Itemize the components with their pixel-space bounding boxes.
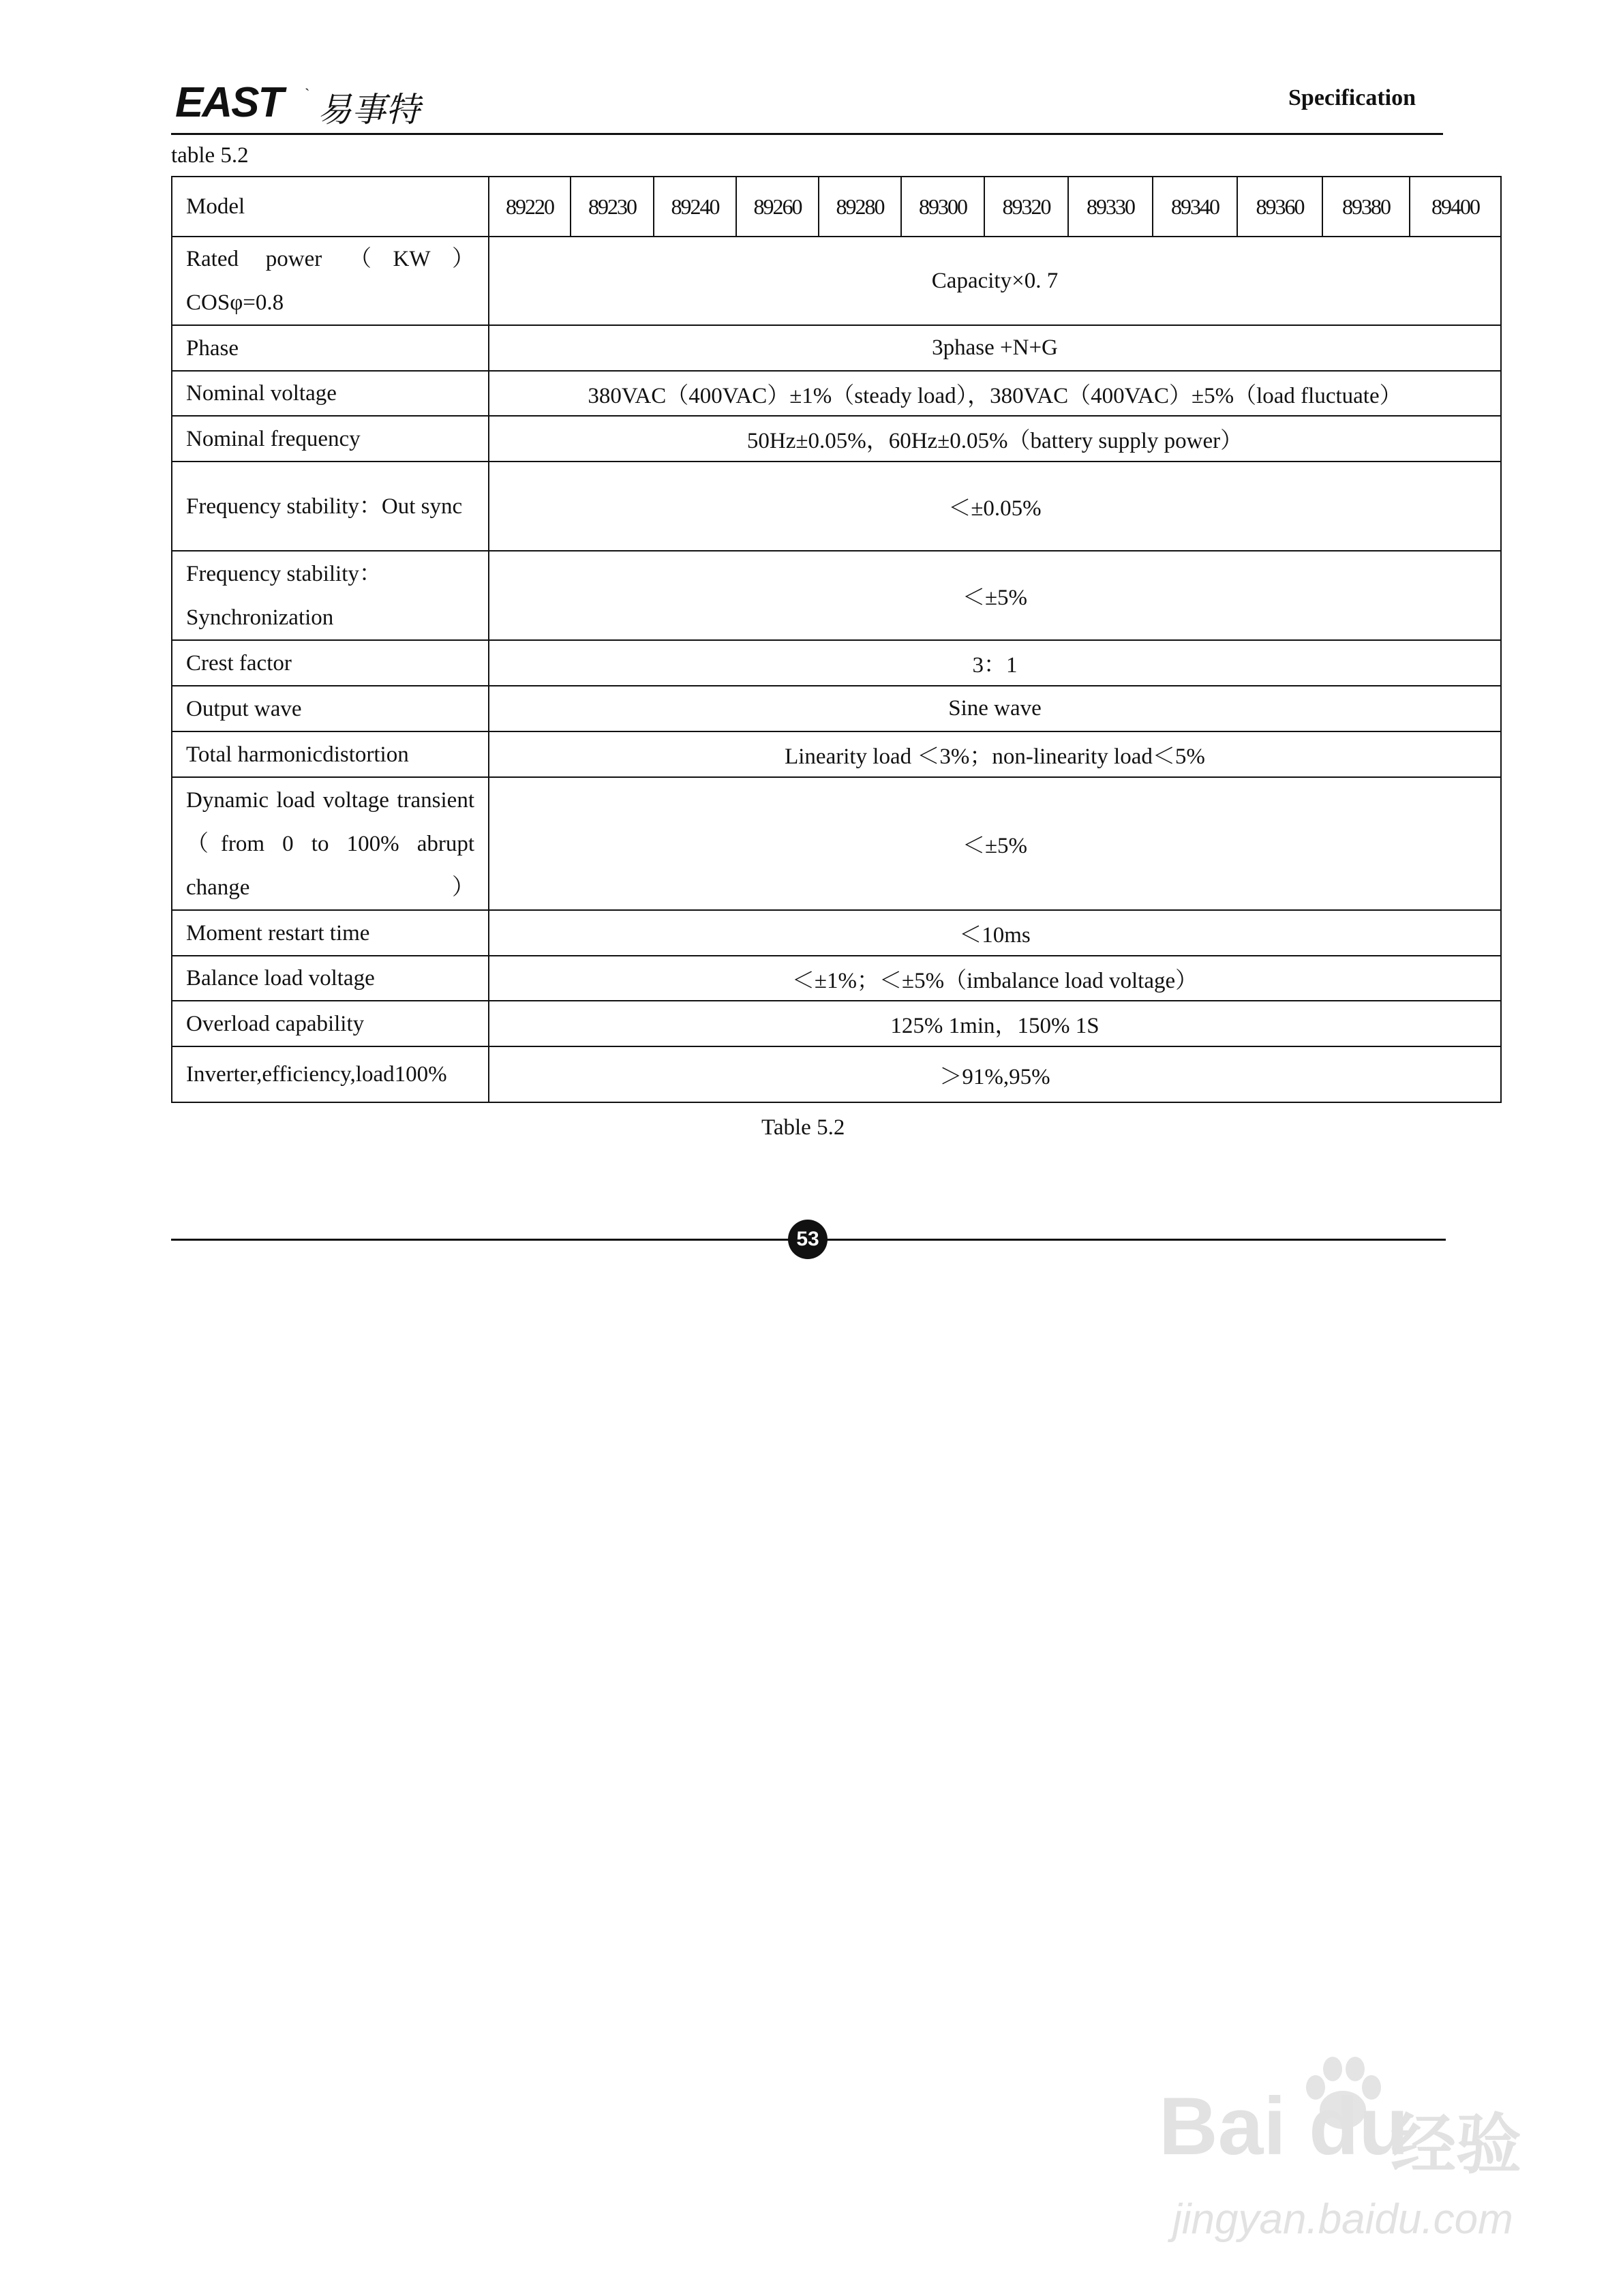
header-title: Specification: [1288, 85, 1416, 110]
row-label: Nominal voltage: [172, 371, 489, 416]
row-value: ＜±0.05%: [489, 462, 1501, 551]
table-row: [172, 686, 1501, 731]
row-label: Total harmonicdistortion: [172, 731, 489, 777]
row-value: Linearity load ＜3%；non-linearity load＜5%: [489, 731, 1501, 777]
table-row: [172, 1001, 1501, 1046]
table-row: [172, 416, 1501, 462]
row-value: 3phase +N+G: [489, 325, 1501, 371]
table-row: [172, 237, 1501, 325]
row-value: 50Hz±0.05%，60Hz±0.05%（battery supply power）: [489, 416, 1501, 462]
row-label: Rated power （KW）COSφ=0.8: [172, 237, 489, 325]
table-caption-top: table 5.2: [171, 143, 249, 168]
east-logo: EAST: [175, 79, 283, 126]
row-label: Output wave: [172, 686, 489, 731]
model-cell: 89320: [984, 177, 1068, 237]
table-row: [172, 462, 1501, 551]
baidu-watermark: [1159, 2052, 1541, 2270]
model-cell: 89220: [489, 177, 571, 237]
table-caption-bottom: Table 5.2: [761, 1115, 845, 1140]
row-value: Capacity×0. 7: [489, 237, 1501, 325]
watermark-brand: Bai du: [1159, 2081, 1409, 2172]
table-row: [172, 640, 1501, 686]
specification-table: [171, 176, 1502, 1103]
logo-chinese-text: 易事特: [318, 90, 420, 130]
row-label: Dynamic load voltage transient （from 0 to 100% abrupt change）: [172, 777, 489, 910]
table-row-model: [172, 177, 1501, 237]
row-label: Balance load voltage: [172, 956, 489, 1001]
row-value: ＜±1%；＜±5%（imbalance load voltage）: [489, 956, 1501, 1001]
page-header: [171, 78, 1443, 135]
model-cell: 89380: [1322, 177, 1410, 237]
model-label: Model: [172, 177, 489, 237]
row-value: ＜±5%: [489, 551, 1501, 640]
model-cell: 89330: [1068, 177, 1153, 237]
row-value: ＜10ms: [489, 910, 1501, 956]
model-cell: 89400: [1410, 177, 1501, 237]
row-value: 3：1: [489, 640, 1501, 686]
row-label: Inverter,efficiency,load100%: [172, 1046, 489, 1102]
row-label: Frequency stability：Out sync: [172, 462, 489, 551]
model-cell: 89240: [654, 177, 736, 237]
table-row: [172, 731, 1501, 777]
watermark-chinese: 经验: [1391, 2106, 1521, 2183]
row-value: 380VAC（400VAC）±1%（steady load），380VAC（400VAC）±5%（load fluctuate）: [489, 371, 1501, 416]
row-value: ＞91%,95%: [489, 1046, 1501, 1102]
row-label: Crest factor: [172, 640, 489, 686]
table-row: [172, 325, 1501, 371]
row-label: Nominal frequency: [172, 416, 489, 462]
table-row: [172, 551, 1501, 640]
table-row: [172, 371, 1501, 416]
table-row: [172, 1046, 1501, 1102]
model-cell: 89300: [901, 177, 984, 237]
model-cell: 89230: [571, 177, 654, 237]
row-label: Frequency stability：Synchronization: [172, 551, 489, 640]
model-cell: 89360: [1237, 177, 1322, 237]
model-cell: 89340: [1153, 177, 1237, 237]
row-label: Phase: [172, 325, 489, 371]
logo-mark: `: [305, 85, 310, 102]
page-number: 53: [788, 1220, 828, 1259]
watermark-url: jingyan.baidu.com: [1172, 2196, 1513, 2243]
table-row: [172, 777, 1501, 910]
row-value: Sine wave: [489, 686, 1501, 731]
row-label: Overload capability: [172, 1001, 489, 1046]
table-row: [172, 956, 1501, 1001]
model-cell: 89280: [819, 177, 901, 237]
table-row: [172, 910, 1501, 956]
row-value: 125% 1min，150% 1S: [489, 1001, 1501, 1046]
model-cell: 89260: [736, 177, 819, 237]
row-value: ＜±5%: [489, 777, 1501, 910]
row-label: Moment restart time: [172, 910, 489, 956]
